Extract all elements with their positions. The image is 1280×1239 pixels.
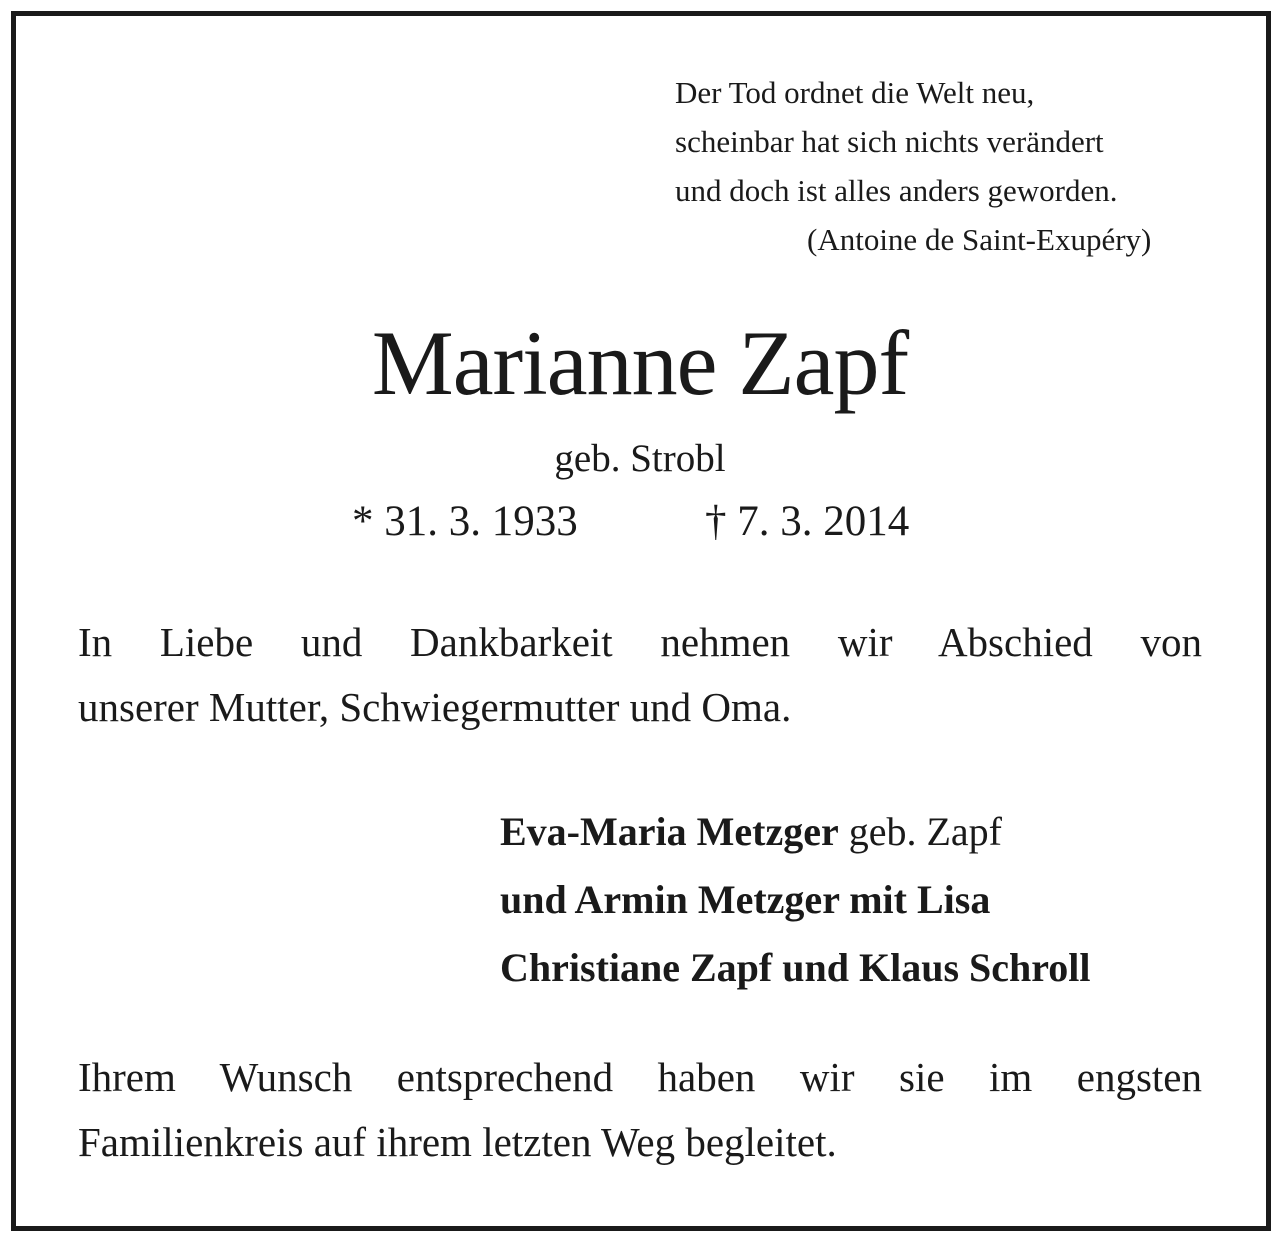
closing-paragraph (78, 1045, 1202, 1175)
epigraph-quote (675, 68, 1152, 257)
closing-line: Familienkreis auf ihrem letzten Weg begleitet. (78, 1119, 837, 1165)
farewell-line: unserer Mutter, Schwiegermutter und Oma. (78, 684, 792, 730)
quote-line: und doch ist alles anders geworden. (675, 173, 1118, 208)
closing-line: Ihrem Wunsch entsprechend haben wir sie im engsten (78, 1054, 1202, 1100)
family-line-3: Christiane Zapf und Klaus Schroll (500, 945, 1091, 990)
family-line-2: und Armin Metzger mit Lisa (500, 877, 991, 922)
death-date: † 7. 3. 2014 (705, 498, 910, 545)
farewell-paragraph (78, 610, 1202, 740)
family-signatures (500, 798, 1091, 1002)
birth-date: * 31. 3. 1933 (352, 498, 578, 545)
maiden-name: geb. Strobl (554, 437, 726, 480)
family-name-regular: geb. Zapf (838, 809, 1002, 854)
family-line-1 (500, 798, 1091, 866)
quote-line: Der Tod ordnet die Welt neu, (675, 75, 1035, 110)
quote-author: (Antoine de Saint-Exupéry) (807, 222, 1152, 257)
deceased-name: Marianne Zapf (371, 312, 909, 414)
family-name-bold: Eva-Maria Metzger (500, 809, 839, 854)
quote-line: scheinbar hat sich nichts verändert (675, 124, 1104, 159)
farewell-line: In Liebe und Dankbarkeit nehmen wir Abschied von (78, 619, 1202, 665)
